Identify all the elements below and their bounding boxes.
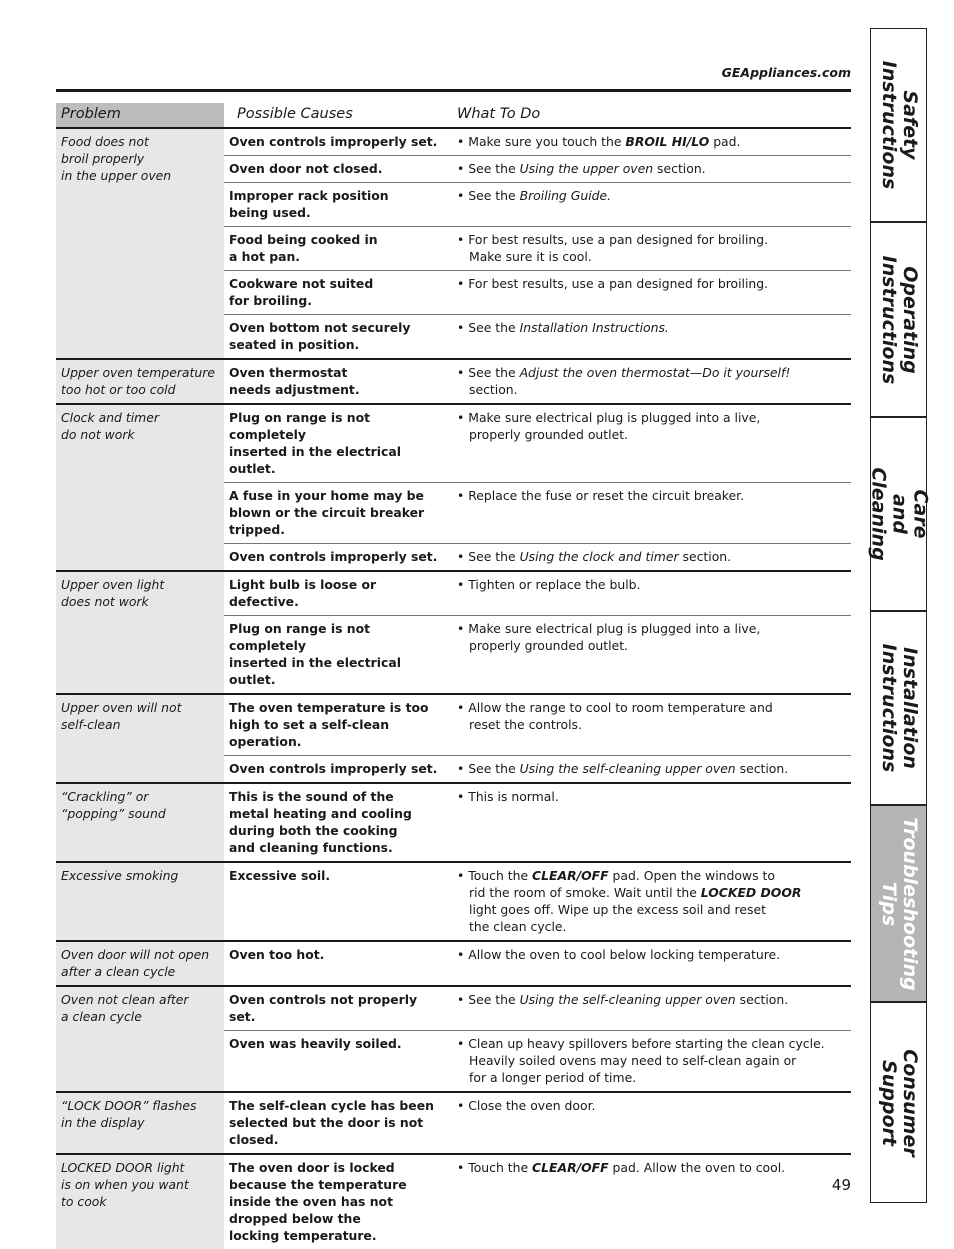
what-to-do-bullet: • Touch the CLEAR/OFF pad. Allow the oven to cool. — [457, 1160, 786, 1175]
what-to-do-bullet: • See the Using the self-cleaning upper oven section. — [457, 761, 789, 776]
possible-cause-cell: Oven too hot. — [224, 941, 452, 986]
what-to-do-text: CLEAR/OFF — [532, 868, 609, 883]
what-to-do-text: See the — [468, 992, 520, 1007]
what-to-do-text: This is normal. — [468, 789, 559, 804]
what-to-do-text: section. — [735, 761, 789, 776]
troubleshooting-table — [56, 103, 851, 1249]
what-to-do-text: See the — [468, 365, 520, 380]
what-to-do-text: Tighten or replace the bulb. — [468, 577, 641, 592]
possible-cause-cell: A fuse in your home may be blown or the circuit breaker tripped. — [224, 483, 452, 544]
what-to-do-text: CLEAR/OFF — [532, 1160, 609, 1175]
what-to-do-bullet: • Allow the range to cool to room temperature and reset the controls. — [457, 700, 773, 732]
table-row — [56, 1092, 851, 1154]
what-to-do-cell — [452, 544, 851, 572]
possible-cause-cell: The oven temperature is too high to set a self-clean operation. — [224, 694, 452, 756]
possible-cause-cell: Excessive soil. — [224, 862, 452, 941]
what-to-do-text: pad. Open the windows to rid the room of smoke. Wait until the — [469, 868, 775, 900]
what-to-do-bullet: • Tighten or replace the bulb. — [457, 577, 641, 592]
possible-cause-cell: Oven controls improperly set. — [229, 761, 438, 776]
what-to-do-text: Make sure you touch the — [468, 134, 626, 149]
problem-cell: “Crackling” or “popping” sound — [56, 783, 224, 862]
what-to-do-bullet: • See the Broiling Guide. — [457, 188, 612, 203]
problem-cell: LOCKED DOOR light is on when you want to cook — [56, 1154, 224, 1249]
what-to-do-cell — [452, 616, 851, 695]
sidebar-tab-6[interactable] — [870, 1002, 927, 1203]
sidebar-tab-3[interactable] — [867, 417, 931, 611]
problem-cell: Upper oven light does not work — [56, 571, 224, 694]
possible-cause-cell: Light bulb is loose or defective. — [224, 571, 452, 616]
what-to-do-bullet: • Touch the CLEAR/OFF pad. Open the windows to rid the room of smoke. Wait until the LOCKED DOOR light goes off. Wipe up the excess soil and reset the clean cycle. — [457, 868, 802, 934]
what-to-do-text: Make sure electrical plug is plugged into a live, properly grounded outlet. — [468, 410, 761, 442]
sidebar-tab-1[interactable] — [870, 28, 927, 222]
header-possible-causes: Possible Causes — [224, 103, 452, 128]
table-row — [56, 128, 851, 156]
possible-cause-cell: Oven door not closed. — [224, 156, 452, 183]
what-to-do-text: Touch the — [468, 1160, 533, 1175]
sidebar-tab-label: Care and Cleaning — [867, 467, 931, 561]
table-row — [56, 1154, 851, 1249]
what-to-do-text: BROIL HI/LO — [625, 134, 710, 149]
what-to-do-cell — [452, 183, 851, 227]
possible-cause-cell: Improper rack position being used. — [224, 183, 452, 227]
what-to-do-bullet: • See the Adjust the oven thermostat—Do it yourself! section. — [457, 365, 791, 397]
problem-cell: Upper oven will not self-clean — [56, 694, 224, 783]
what-to-do-text: See the — [468, 549, 520, 564]
what-to-do-bullet: • Allow the oven to cool below locking temperature. — [457, 947, 781, 962]
what-to-do-cell — [452, 986, 851, 1031]
problem-cell: Clock and timer do not work — [56, 404, 224, 571]
what-to-do-bullet: • Make sure electrical plug is plugged into a live, properly grounded outlet. — [457, 410, 761, 442]
problem-cell: Food does not broil properly in the upper oven — [56, 128, 224, 359]
what-to-do-text: Close the oven door. — [468, 1098, 596, 1113]
what-to-do-text: Allow the oven to cool below locking temperature. — [468, 947, 781, 962]
sidebar-tab-label: Safety Instructions — [877, 60, 921, 190]
possible-cause-cell: Oven controls not properly set. — [224, 986, 452, 1031]
table-row — [56, 571, 851, 616]
what-to-do-text: pad. — [709, 134, 741, 149]
header-problem: Problem — [56, 103, 224, 128]
possible-cause-cell: Oven controls improperly set. — [229, 549, 438, 564]
what-to-do-text: See the — [468, 188, 520, 203]
what-to-do-text: LOCKED DOOR — [700, 885, 802, 900]
sidebar-tab-label: Installation Instructions — [877, 643, 921, 773]
what-to-do-text: Using the upper oven — [519, 161, 654, 176]
what-to-do-text: Using the clock and timer — [519, 549, 679, 564]
what-to-do-cell — [452, 483, 851, 544]
what-to-do-cell — [452, 1092, 851, 1154]
what-to-do-text: See the — [468, 761, 520, 776]
what-to-do-text: See the — [468, 161, 520, 176]
what-to-do-text: Installation Instructions. — [519, 320, 669, 335]
what-to-do-cell — [452, 756, 851, 784]
table-row — [56, 783, 851, 862]
what-to-do-bullet: • For best results, use a pan designed for broiling. Make sure it is cool. — [457, 232, 769, 264]
what-to-do-cell — [452, 404, 851, 483]
what-to-do-text: See the — [468, 320, 520, 335]
table-row — [56, 941, 851, 986]
what-to-do-text: Using the self-cleaning upper oven — [519, 992, 736, 1007]
what-to-do-bullet: • This is normal. — [457, 789, 559, 804]
possible-cause-cell: Cookware not suited for broiling. — [224, 271, 452, 315]
sidebar-tab-label: Consumer Support — [877, 1048, 921, 1157]
what-to-do-bullet: • Clean up heavy spillovers before starting the clean cycle. Heavily soiled ovens may need to self-clean again or for a longer period of time. — [457, 1036, 825, 1085]
what-to-do-cell — [452, 694, 851, 756]
what-to-do-cell — [452, 941, 851, 986]
sidebar-tab-5[interactable] — [870, 805, 927, 1002]
what-to-do-cell — [452, 862, 851, 941]
what-to-do-cell — [452, 315, 851, 360]
what-to-do-cell — [452, 227, 851, 271]
what-to-do-bullet: • Make sure you touch the BROIL HI/LO pad. — [457, 134, 741, 149]
possible-cause-cell: Plug on range is not completely inserted in the electrical outlet. — [224, 404, 452, 483]
page-number: 49 — [831, 1176, 851, 1194]
problem-cell: “LOCK DOOR” flashes in the display — [56, 1092, 224, 1154]
what-to-do-text: Make sure electrical plug is plugged into a live, properly grounded outlet. — [468, 621, 761, 653]
what-to-do-text: Using the self-cleaning upper oven — [519, 761, 736, 776]
problem-cell: Oven door will not open after a clean cycle — [56, 941, 224, 986]
what-to-do-bullet: • Make sure electrical plug is plugged into a live, properly grounded outlet. — [457, 621, 761, 653]
what-to-do-text: Clean up heavy spillovers before starting the clean cycle. Heavily soiled ovens may need to self-clean again or for a longer period of time. — [468, 1036, 825, 1085]
header-what-to-do: What To Do — [452, 103, 851, 128]
what-to-do-text: Touch the — [468, 868, 533, 883]
sidebar-tab-label: Troubleshooting Tips — [877, 816, 921, 991]
what-to-do-cell — [452, 359, 851, 404]
site-url: GEAppliances.com — [721, 65, 851, 80]
table-row — [56, 694, 851, 756]
what-to-do-text: For best results, use a pan designed for broiling. Make sure it is cool. — [468, 232, 769, 264]
possible-cause-cell: Plug on range is not completely inserted in the electrical outlet. — [229, 621, 401, 687]
sidebar-tab-2[interactable] — [870, 222, 927, 417]
table-header-row — [56, 103, 851, 128]
problem-cell: Oven not clean after a clean cycle — [56, 986, 224, 1092]
what-to-do-cell — [452, 1154, 851, 1249]
what-to-do-text: pad. Allow the oven to cool. — [608, 1160, 786, 1175]
what-to-do-text: Allow the range to cool to room temperature and reset the controls. — [468, 700, 773, 732]
what-to-do-bullet: • See the Using the self-cleaning upper oven section. — [457, 992, 789, 1007]
what-to-do-bullet: • Close the oven door. — [457, 1098, 596, 1113]
what-to-do-cell — [452, 156, 851, 183]
table-row — [56, 862, 851, 941]
table-row — [56, 404, 851, 483]
what-to-do-bullet: • See the Using the clock and timer section. — [457, 549, 732, 564]
sidebar-tab-label: Operating Instructions — [877, 255, 921, 384]
possible-cause-cell: Oven thermostat needs adjustment. — [224, 359, 452, 404]
what-to-do-text: section. — [678, 549, 732, 564]
possible-cause-cell: Oven controls improperly set. — [224, 128, 452, 156]
table-row — [56, 359, 851, 404]
sidebar-tab-4[interactable] — [870, 611, 927, 805]
possible-cause-cell: The oven door is locked because the temperature inside the oven has not dropped below the locking temperature. — [224, 1154, 452, 1249]
problem-cell: Upper oven temperature too hot or too cold — [56, 359, 224, 404]
what-to-do-cell — [452, 128, 851, 156]
what-to-do-cell — [452, 271, 851, 315]
what-to-do-text: section. — [653, 161, 706, 176]
what-to-do-text: Adjust the oven thermostat—Do it yourself! — [519, 365, 791, 380]
what-to-do-text: section. — [469, 382, 518, 397]
problem-cell: Excessive smoking — [56, 862, 224, 941]
possible-cause-cell: Oven was heavily soiled. — [229, 1036, 402, 1051]
what-to-do-text: light goes off. Wipe up the excess soil and reset the clean cycle. — [469, 902, 766, 934]
what-to-do-text: Replace the fuse or reset the circuit breaker. — [468, 488, 745, 503]
what-to-do-cell — [452, 1031, 851, 1093]
what-to-do-text: For best results, use a pan designed for broiling. — [468, 276, 769, 291]
what-to-do-text: section. — [735, 992, 789, 1007]
possible-cause-cell: The self-clean cycle has been selected but the door is not closed. — [224, 1092, 452, 1154]
possible-cause-cell: This is the sound of the metal heating and cooling during both the cooking and cleaning functions. — [224, 783, 452, 862]
possible-cause-cell: Food being cooked in a hot pan. — [224, 227, 452, 271]
what-to-do-bullet: • For best results, use a pan designed for broiling. — [457, 276, 769, 291]
table-row — [56, 986, 851, 1031]
what-to-do-bullet: • See the Installation Instructions. — [457, 320, 669, 335]
what-to-do-text: Broiling Guide. — [519, 188, 612, 203]
what-to-do-cell — [452, 571, 851, 616]
possible-cause-cell: Oven bottom not securely seated in position. — [229, 320, 411, 352]
what-to-do-cell — [452, 783, 851, 862]
top-rule — [56, 89, 851, 92]
what-to-do-bullet: • See the Using the upper oven section. — [457, 161, 706, 176]
what-to-do-bullet: • Replace the fuse or reset the circuit breaker. — [457, 488, 745, 503]
